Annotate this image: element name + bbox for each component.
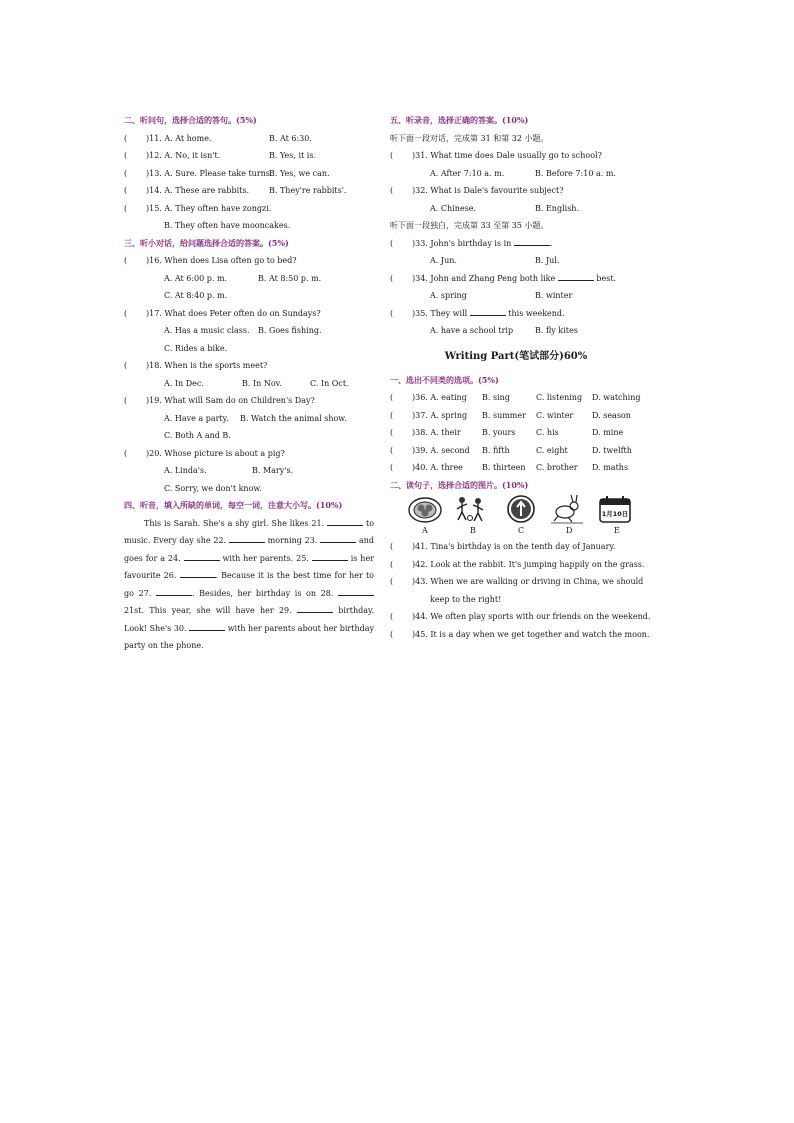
blank-30[interactable] [189,621,225,631]
dialogue-instruction: 听下面一段对话，完成第 31 和第 32 小题。 [390,133,549,143]
question-12: ( )12. A. No, it isn't. B. Yes, it is. [124,151,316,160]
keep-right-sign-icon [504,494,538,524]
blank-35[interactable] [470,306,506,316]
picture-label-d: D [566,526,573,535]
question-11: ( )11. A. At home. B. At 6:30. [124,133,312,143]
question-39: ( )39. A. second B. fifth C. eight D. twelfth [390,445,632,455]
question-13: ( )13. A. Sure. Please take turns. B. Yes, we can. [124,168,330,178]
question-31-options: A. After 7:10 a. m. B. Before 7:10 a. m. [430,168,616,178]
calendar-date-text: 1月10日 [601,510,629,518]
section-3-title: 三、听小对话，给问题选择合适的答案。(5%) [124,237,289,248]
question-40: ( )40. A. three B. thirteen C. brother D. maths [390,463,629,472]
mooncake-plate-icon [408,494,442,524]
question-17-option-c: C. Rides a bike. [164,343,228,353]
question-20-options: A. Linda's. B. Mary's. [164,466,294,475]
question-15: ( )15. A. They often have zongzi. [124,203,272,213]
question-16: ( )16. When does Lisa often go to bed? [124,256,297,265]
picture-label-a: A [422,526,428,535]
picture-row [390,494,642,526]
question-44: ( )44. We often play sports with our friends on the weekend. [390,612,651,621]
writing-section-1-title: 一、选出不同类的选项。(5%) [390,374,499,385]
question-34: ( )34. John and Zhang Peng both like best. [390,270,642,288]
question-15-option-b: B. They often have mooncakes. [164,221,291,230]
question-35-options: A. have a school trip B. fly kites [430,326,578,335]
monologue-instruction: 听下面一段独白，完成第 33 至第 35 小题。 [390,221,549,230]
question-20: ( )20. Whose picture is about a pig? [124,448,285,458]
question-19-options: A. Have a party. B. Watch the animal show. [164,413,347,423]
writing-part-title: Writing Part(笔试部分)60% [444,350,588,362]
question-41: ( )41. Tina's birthday is on the tenth day of January. [390,542,616,551]
section-4-title: 四、听音，填入所缺的单词，每空一词，注意大小写。(10%) [124,500,343,510]
calendar-icon [598,494,632,524]
rabbit-jumping-icon [550,494,584,524]
blank-28[interactable] [338,586,374,596]
question-19-option-c: C. Both A and B. [164,431,231,440]
question-45: ( )45. It is a day when we get together and watch the moon. [390,629,650,639]
question-14: ( )14. A. These are rabbits. B. They're rabbits'. [124,186,347,195]
picture-label-e: E [614,526,620,535]
question-17: ( )17. What does Peter often do on Sundays? [124,308,321,318]
blank-33[interactable] [514,236,550,246]
question-36: ( )36. A. eating B. sing C. listening D. watching [390,393,641,402]
left-column [124,112,376,655]
question-42: ( )42. Look at the rabbit. It's jumping happily on the grass. [390,559,645,569]
blank-34[interactable] [558,271,594,281]
picture-label-c: C [518,526,525,535]
question-43-continued: keep to the right! [430,594,502,604]
question-17-options: A. Has a music class. B. Goes fishing. [164,326,322,335]
question-43: ( )43. When we are walking or driving in China, we should [390,577,644,586]
blank-26[interactable] [180,568,216,578]
blank-24[interactable] [184,551,220,561]
question-16-options: A. At 6:00 p. m. B. At 8:50 p. m. [164,273,322,283]
picture-labels [390,526,642,538]
children-playing-sports-icon [454,494,488,524]
question-31: ( )31. What time does Dale usually go to school? [390,151,602,160]
question-38: ( )38. A. their B. yours C. his D. mine [390,428,624,437]
question-16-option-c: C. At 8:40 p. m. [164,291,228,300]
question-32: ( )32. What is Dale's favourite subject? [390,186,564,195]
blank-21[interactable] [327,516,363,526]
question-18-options: A. In Dec. B. In Nov. C. In Oct. [164,378,349,388]
blank-27[interactable] [156,586,192,596]
blank-29[interactable] [297,603,333,613]
question-33: ( )33. John's birthday is in . [390,235,642,253]
blank-23[interactable] [320,533,356,543]
cloze-passage: This is Sarah. She's a shy girl. She likes 21. to music. Every day she 22. morning 23. and goes for a 24. with her parents. 25. is her favourite 26. . Because it is the best time for her to go 27. . Besides, her birthday is on 28. 21st. This year, she will have her 29. birthday. Look! She's 30. with her parents about her birthday party on the phone. [124,515,374,655]
picture-label-b: B [470,526,476,535]
question-34-options: A. spring B. winter [430,291,573,300]
section-5-title: 五、听录音，选择正确的答案。(10%) [390,115,529,125]
question-35: ( )35. They will this weekend. [390,305,642,323]
right-column [390,112,651,643]
section-2-title: 二、听问句，选择合适的答句。(5%) [124,115,257,125]
blank-22[interactable] [229,533,265,543]
question-18: ( )18. When is the sports meet? [124,361,268,370]
blank-25[interactable] [312,551,348,561]
writing-section-2-title: 二、读句子，选择合适的图片。(10%) [390,479,529,490]
question-37: ( )37. A. spring B. summer C. winter D. season [390,410,631,420]
question-20-option-c: C. Sorry, we don't know. [164,483,262,493]
question-19: ( )19. What will Sam do on Children's Day? [124,396,315,405]
question-33-options: A. Jun. B. Jul. [430,256,560,265]
question-32-options: A. Chinese. B. English. [430,203,579,213]
